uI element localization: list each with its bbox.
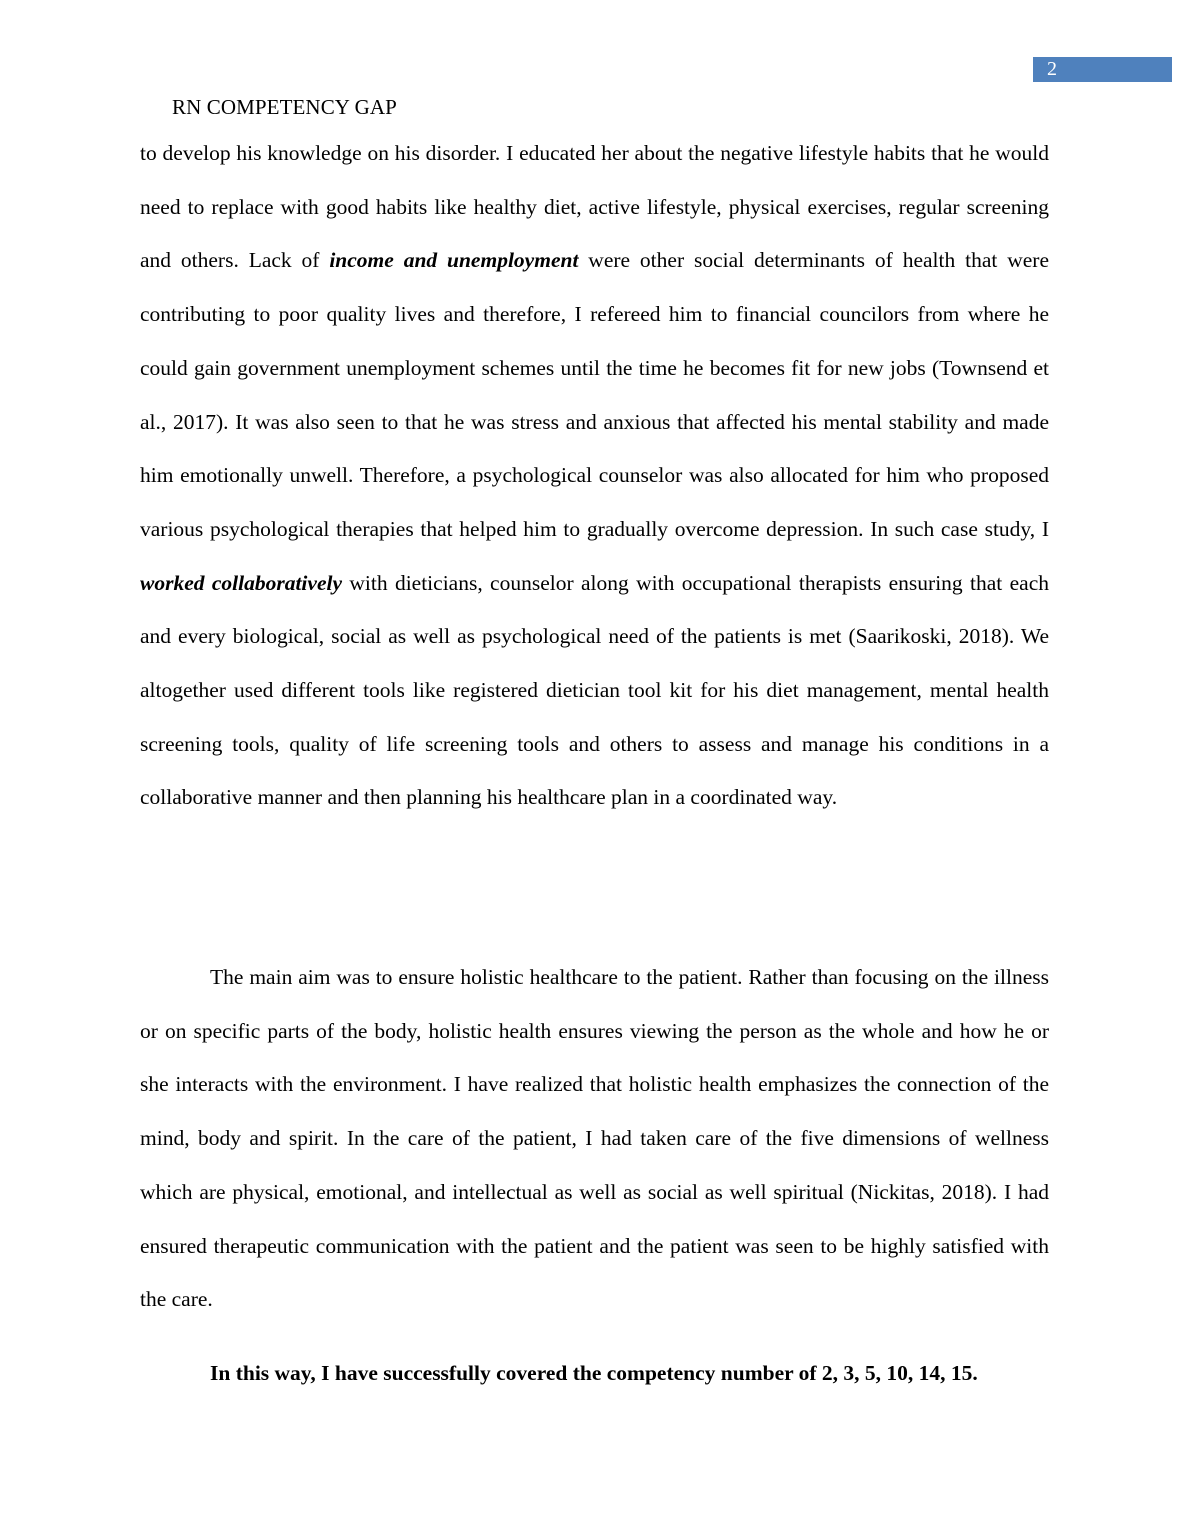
paragraph-1-text-part-2: were other social determinants of health that were contributing to poor quality lives and therefore, I refereed him to financial councilors from where he could gain government unemployment schemes until the time he becomes fit for new jobs (Townsend et al., 2017). It was also seen to that he was stress and anxious that affected his mental stability and made him emotionally unwell. Therefore, a psychological counselor was also allocated for him who proposed various psychological therapies that helped him to gradually overcome depression. In such case study, I <box>140 248 1049 541</box>
paragraph-1-text-part-3: with dieticians, counselor along with occupational therapists ensuring that each and every biological, social as well as psychological need of the patients is met (Saarikoski, 2018). We altogether used different tools like registered dietician tool kit for his diet management, mental health screening tools, quality of life screening tools and others to assess and manage his conditions in a collaborative manner and then planning his healthcare plan in a coordinated way. <box>140 570 1050 810</box>
running-head: RN COMPETENCY GAP <box>172 95 397 119</box>
page-number: 2 <box>1047 58 1057 80</box>
competency-summary: In this way, I have successfully covered the competency number of 2, 3, 5, 10, 14, 15. <box>210 1361 978 1385</box>
emphasis-worked-collaboratively: worked collaboratively <box>140 570 343 595</box>
body-paragraph-1 <box>140 127 1049 825</box>
emphasis-income-unemployment: income and unemployment <box>329 248 579 273</box>
paragraph-1-text-part-1: to develop his knowledge on his disorder. I educated her about the negative lifestyle habits that he would need to replace with good habits like healthy diet, active lifestyle, physical exercises, regular screening and others. Lack of <box>140 141 1049 273</box>
body-paragraph-2: The main aim was to ensure holistic healthcare to the patient. Rather than focusing on the illness or on specific parts of the body, holistic health ensures viewing the person as the whole and how he or she interacts with the environment. I have realized that holistic health emphasizes the connection of the mind, body and spirit. In the care of the patient, I had taken care of the five dimensions of wellness which are physical, emotional, and intellectual as well as social as well spiritual (Nickitas, 2018). I had ensured therapeutic communication with the patient and the patient was seen to be highly satisfied with the care. <box>140 965 1049 1312</box>
